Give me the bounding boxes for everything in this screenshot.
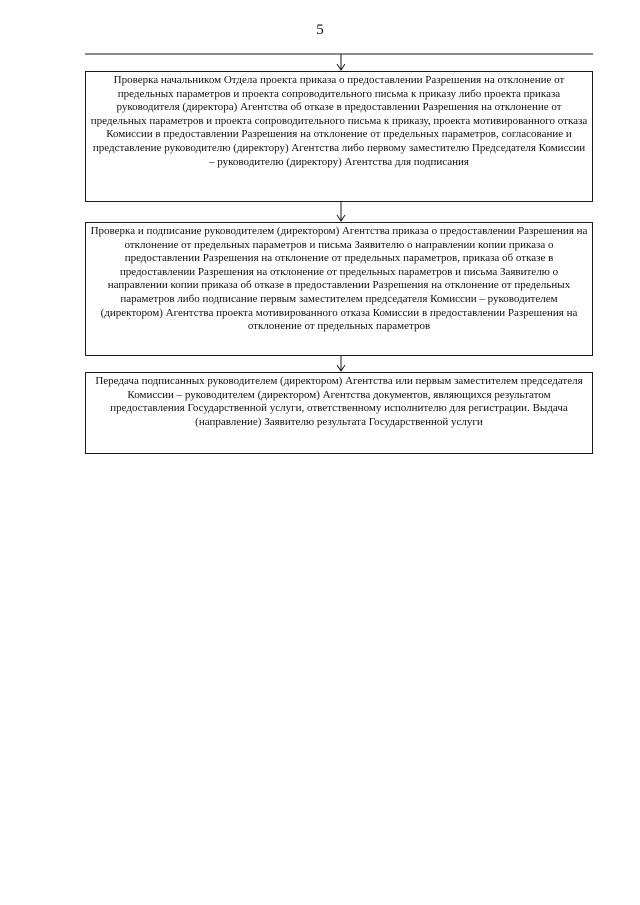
flowchart-step-2: Проверка и подписание руководителем (директором) Агентства приказа о предоставлении Разрешения на отклонение от предельных параметров и письма Заявителю о направлении копии приказа о предоставлении Разрешения на отклонение от предельных параметров, приказа об отказе в предоставлении Разрешения на отклонение от предельных параметров и письма Заявителю о направлении копии приказа об отказе в предоставлении Разрешения на отклонение от предельных параметров либо подписание первым заместителем председателя Комиссии – руководителем (директором) Агентства проекта мотивированного отказа Комиссии в предоставлении Разрешения на отклонение от предельных параметров [85,222,593,356]
flowchart-step-3: Передача подписанных руководителем (директором) Агентства или первым заместителем председателя Комиссии – руководителем (директором) Агентства документов, являющихся результатом предоставления Государственной услуги, ответственному исполнителю для регистрации. Выдача (направление) Заявителю результата Государственной услуги [85,372,593,454]
flowchart-step-1: Проверка начальником Отдела проекта приказа о предоставлении Разрешения на отклонение от предельных параметров и проекта сопроводительного письма к приказу либо проекта приказа руководителя (директора) Агентства об отказе в предоставлении Разрешения на отклонение от предельных параметров и проекта сопроводительного письма к приказу, проекта мотивированного отказа Комиссии в предоставлении Разрешения на отклонение от предельных параметров, согласование и представление руководителю (директору) Агентства либо первому заместителю Председателя Комиссии – руководителю (директору) Агентства для подписания [85,71,593,202]
arrow-2-head [337,215,345,221]
page-number: 5 [316,22,324,38]
arrow-3-head [337,365,345,371]
arrow-1-head [337,64,345,70]
